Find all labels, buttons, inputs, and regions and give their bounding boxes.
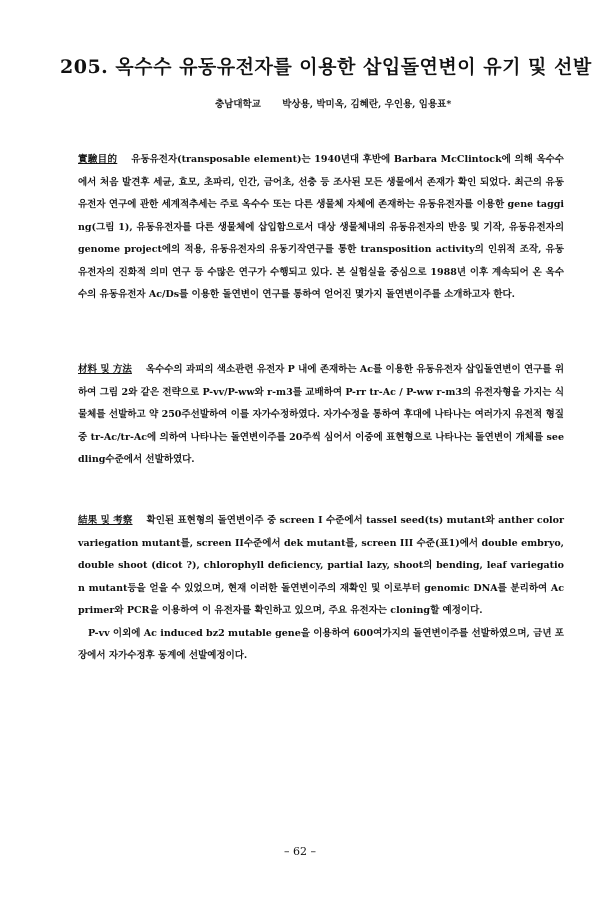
section-text-purpose: 유동유전자(transposable element)는 1940년대 후반에 Barbara McClintock에 의해 옥수수에서 처음 발견후 세균, 효모, 초파리, 인간, 금어초, 선충 등 조사된 모든 생물에서 존재가 확인 되었다. 최근의 유동유전자 연구에 관한 세계적추세는 주로 옥수수 또는 다른 생물체 자체에 존재하는 유동유전자를 이용한 gene tagging(그림 1), 유동유전자를 다른 생물체에 삽입함으로서 대상 생물체내의 유동유전자의 반응 및 기작, 유동유전자의 genome project에의 적용, 유동유전자의 유동기작연구를 통한 transposition activity의 인위적 조작, 유동유전자의 진화적 의미 연구 등 수많은 연구가 수행되고 있다. 본 실험실을 중심으로 1988년 이후 계속되어 온 옥수수의 유동유전자 Ac/Ds를 이용한 돌연변이 연구를 통하여 얻어진 몇가지 돌연변이주를 소개하고자 한다. bbox=[78, 154, 564, 300]
page-number: – 62 – bbox=[284, 845, 316, 858]
section-text-results: 확인된 표현형의 돌연변이주 중 screen I 수준에서 tassel seed(ts) mutant와 anther color variegation mutant를, screen II수준에서 dek mutant를, screen III 수준(표1)에서 double embryo, double shoot (dicot ?), chlorophyll deficiency, partial lazy, shoot의 bending, leaf variegation mutant등을 얻을 수 있었으며, 현재 이러한 돌연변이주의 재확인 및 이로부터 genomic DNA를 분리하여 Ac primer와 PCR을 이용하여 이 유전자를 확인하고 있으며, 주요 유전자는 cloning할 예정이다. bbox=[78, 515, 564, 616]
paper-title: 205. 옥수수 유동유전자를 이용한 삽입돌연변이 유기 및 선발 bbox=[60, 56, 592, 78]
section-purpose bbox=[78, 149, 564, 307]
section-label-purpose: 實驗目的 bbox=[78, 154, 118, 165]
affiliation: 충남대학교 bbox=[215, 99, 261, 110]
section-methods bbox=[78, 359, 564, 472]
section-label-methods: 材料 및 方法 bbox=[78, 364, 132, 375]
author-line bbox=[215, 96, 451, 110]
section-text-methods: 옥수수의 과피의 색소관련 유전자 P 내에 존재하는 Ac를 이용한 유동유전자 삽입돌연변이 연구를 위하여 그림 2와 같은 전략으로 P-vv/P-ww와 r-m3를 교배하여 P-rr tr-Ac / P-ww r-m3의 유전자형을 가지는 식물체를 선발하고 약 250주선발하여 이를 자가수정하였다. 자가수정을 통하여 후대에 나타나는 여러가지 유전적 형질중 tr-Ac/tr-Ac에 의하여 나타나는 돌연변이주를 20주씩 심어서 이중에 표현형으로 나타나는 돌연변이 개체를 seedling수준에서 선발하였다. bbox=[78, 364, 564, 465]
author-names: 박상용, 박미옥, 김혜란, 우인용, 임용표* bbox=[282, 99, 452, 110]
section-results bbox=[78, 510, 564, 668]
section-text-results-2: P-vv 이외에 Ac induced bz2 mutable gene을 이용하여 600여가지의 돌연변이주를 선발하였으며, 금년 포장에서 자가수정후 동계에 선발예정이다. bbox=[78, 627, 564, 661]
section-label-results: 結果 및 考察 bbox=[78, 515, 133, 526]
